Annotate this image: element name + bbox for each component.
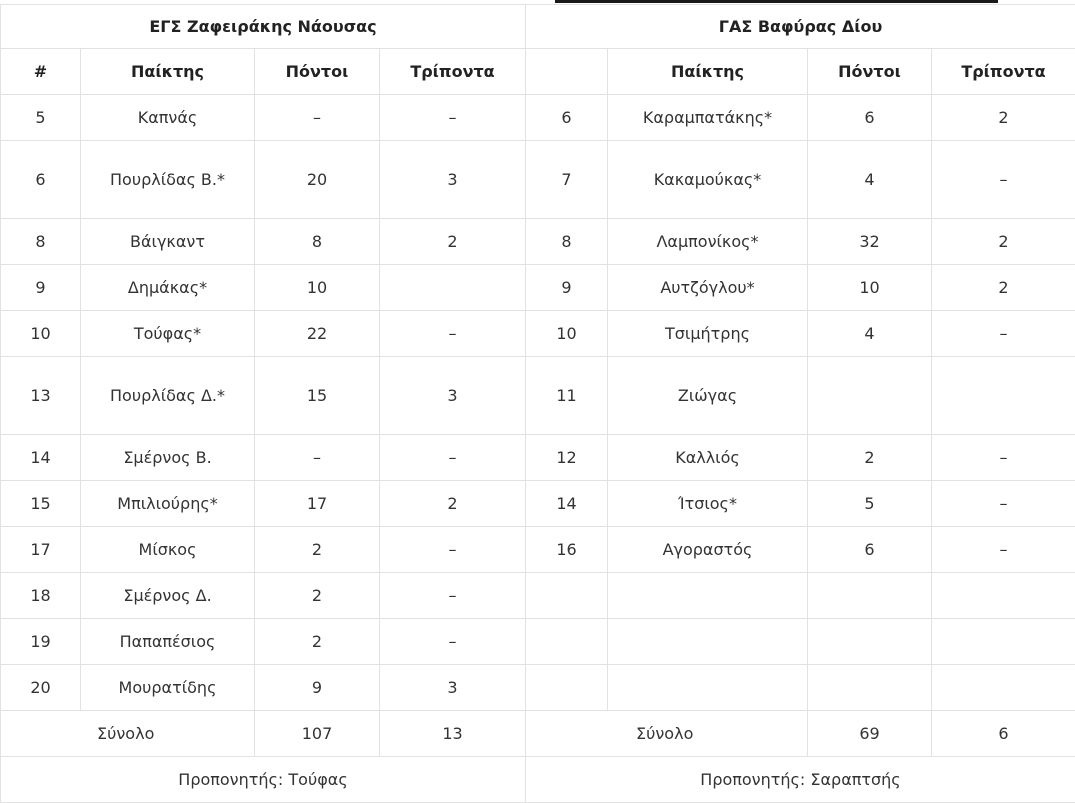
team-b-player-cell (608, 619, 808, 665)
team-a-threes-cell: 3 (380, 141, 526, 219)
team-a-player-cell: Σμέρνος Β. (81, 435, 255, 481)
coaches-row (1, 757, 1075, 803)
team-a-number-cell: 18 (1, 573, 81, 619)
table-row (1, 481, 1075, 527)
team-b-coach: Προπονητής: Σαραπτσής (526, 757, 1075, 803)
table-row (1, 219, 1075, 265)
header-player-b: Παίκτης (608, 49, 808, 95)
team-a-threes-cell: – (380, 573, 526, 619)
team-b-threes-cell (932, 665, 1075, 711)
table-row (1, 141, 1075, 219)
team-b-points-cell (808, 573, 932, 619)
table-row (1, 619, 1075, 665)
team-b-number-cell: 6 (526, 95, 608, 141)
team-a-number-cell: 19 (1, 619, 81, 665)
header-points-b: Πόντοι (808, 49, 932, 95)
table-row (1, 665, 1075, 711)
team-b-points-cell: 6 (808, 527, 932, 573)
team-b-number-cell: 12 (526, 435, 608, 481)
team-b-points-cell: 6 (808, 95, 932, 141)
box-score-table (0, 4, 1075, 803)
team-a-points-cell: 22 (255, 311, 380, 357)
team-a-threes-cell: 3 (380, 665, 526, 711)
team-a-threes-cell: – (380, 311, 526, 357)
team-a-coach: Προπονητής: Τούφας (1, 757, 526, 803)
team-b-points-cell: 2 (808, 435, 932, 481)
team-a-threes-cell: 2 (380, 219, 526, 265)
team-b-threes-cell: – (932, 311, 1075, 357)
table-row (1, 435, 1075, 481)
team-b-player-cell: Ίτσιος* (608, 481, 808, 527)
team-names-row (1, 5, 1075, 49)
team-b-threes-cell: – (932, 141, 1075, 219)
team-a-player-cell: Μίσκος (81, 527, 255, 573)
team-b-player-cell: Ζιώγας (608, 357, 808, 435)
team-b-points-cell (808, 665, 932, 711)
team-b-number-cell: 7 (526, 141, 608, 219)
team-a-total-points: 107 (255, 711, 380, 757)
header-number-b (526, 49, 608, 95)
header-threes-b: Τρίποντα (932, 49, 1075, 95)
team-a-points-cell: 10 (255, 265, 380, 311)
totals-row (1, 711, 1075, 757)
header-threes: Τρίποντα (380, 49, 526, 95)
team-a-total-threes: 13 (380, 711, 526, 757)
team-b-threes-cell (932, 357, 1075, 435)
team-a-points-cell: 17 (255, 481, 380, 527)
team-b-name: ΓΑΣ Βαφύρας Δίου (526, 5, 1075, 49)
team-a-number-cell: 15 (1, 481, 81, 527)
header-player: Παίκτης (81, 49, 255, 95)
team-a-points-cell: 8 (255, 219, 380, 265)
team-a-points-cell: – (255, 95, 380, 141)
team-b-player-cell: Κακαμούκας* (608, 141, 808, 219)
team-a-player-cell: Μπιλιούρης* (81, 481, 255, 527)
team-a-player-cell: Σμέρνος Δ. (81, 573, 255, 619)
team-a-points-cell: 9 (255, 665, 380, 711)
team-a-points-cell: 2 (255, 573, 380, 619)
team-a-player-cell: Τούφας* (81, 311, 255, 357)
top-accent-bar (555, 0, 998, 3)
column-headers-row (1, 49, 1075, 95)
team-b-threes-cell (932, 573, 1075, 619)
team-a-player-cell: Πουρλίδας Δ.* (81, 357, 255, 435)
team-b-player-cell: Καλλιός (608, 435, 808, 481)
player-rows (1, 95, 1075, 711)
table-row (1, 265, 1075, 311)
table-row (1, 573, 1075, 619)
team-a-number-cell: 14 (1, 435, 81, 481)
team-b-player-cell: Καραμπατάκης* (608, 95, 808, 141)
team-b-threes-cell: – (932, 435, 1075, 481)
team-a-player-cell: Παπαπέσιος (81, 619, 255, 665)
team-a-number-cell: 9 (1, 265, 81, 311)
team-b-number-cell: 10 (526, 311, 608, 357)
header-points: Πόντοι (255, 49, 380, 95)
team-b-total-points: 69 (808, 711, 932, 757)
team-b-points-cell (808, 619, 932, 665)
team-b-number-cell: 9 (526, 265, 608, 311)
team-a-number-cell: 17 (1, 527, 81, 573)
team-b-number-cell (526, 665, 608, 711)
team-a-threes-cell: 3 (380, 357, 526, 435)
team-b-threes-cell: – (932, 527, 1075, 573)
team-a-number-cell: 13 (1, 357, 81, 435)
team-a-threes-cell: – (380, 95, 526, 141)
team-a-points-cell: 2 (255, 527, 380, 573)
table-row (1, 357, 1075, 435)
team-a-points-cell: 20 (255, 141, 380, 219)
team-b-total-label: Σύνολο (526, 711, 808, 757)
team-b-points-cell (808, 357, 932, 435)
team-b-number-cell (526, 573, 608, 619)
team-a-number-cell: 8 (1, 219, 81, 265)
team-a-name: ΕΓΣ Ζαφειράκης Νάουσας (1, 5, 526, 49)
team-b-number-cell (526, 619, 608, 665)
team-a-player-cell: Μουρατίδης (81, 665, 255, 711)
team-b-threes-cell (932, 619, 1075, 665)
team-b-number-cell: 11 (526, 357, 608, 435)
team-b-threes-cell: – (932, 481, 1075, 527)
team-b-points-cell: 5 (808, 481, 932, 527)
table-row (1, 311, 1075, 357)
team-b-player-cell (608, 665, 808, 711)
team-a-player-cell: Δημάκας* (81, 265, 255, 311)
team-a-threes-cell: – (380, 435, 526, 481)
team-a-number-cell: 20 (1, 665, 81, 711)
team-a-total-label: Σύνολο (1, 711, 255, 757)
team-b-number-cell: 16 (526, 527, 608, 573)
team-b-points-cell: 4 (808, 141, 932, 219)
team-a-threes-cell: – (380, 527, 526, 573)
team-a-number-cell: 10 (1, 311, 81, 357)
team-b-player-cell: Αυτζόγλου* (608, 265, 808, 311)
team-a-threes-cell (380, 265, 526, 311)
team-a-number-cell: 6 (1, 141, 81, 219)
header-number: # (1, 49, 81, 95)
team-b-points-cell: 4 (808, 311, 932, 357)
team-b-threes-cell: 2 (932, 95, 1075, 141)
table-row (1, 95, 1075, 141)
team-a-points-cell: 2 (255, 619, 380, 665)
team-a-threes-cell: 2 (380, 481, 526, 527)
team-b-points-cell: 10 (808, 265, 932, 311)
team-a-player-cell: Βάιγκαντ (81, 219, 255, 265)
team-b-number-cell: 8 (526, 219, 608, 265)
team-b-threes-cell: 2 (932, 265, 1075, 311)
team-b-player-cell (608, 573, 808, 619)
team-a-player-cell: Καπνάς (81, 95, 255, 141)
team-b-number-cell: 14 (526, 481, 608, 527)
team-b-player-cell: Αγοραστός (608, 527, 808, 573)
table-row (1, 527, 1075, 573)
team-b-total-threes: 6 (932, 711, 1075, 757)
team-b-player-cell: Λαμπονίκος* (608, 219, 808, 265)
team-a-points-cell: – (255, 435, 380, 481)
team-a-player-cell: Πουρλίδας Β.* (81, 141, 255, 219)
team-b-threes-cell: 2 (932, 219, 1075, 265)
team-a-threes-cell: – (380, 619, 526, 665)
team-a-number-cell: 5 (1, 95, 81, 141)
team-a-points-cell: 15 (255, 357, 380, 435)
team-b-player-cell: Τσιμήτρης (608, 311, 808, 357)
team-b-points-cell: 32 (808, 219, 932, 265)
